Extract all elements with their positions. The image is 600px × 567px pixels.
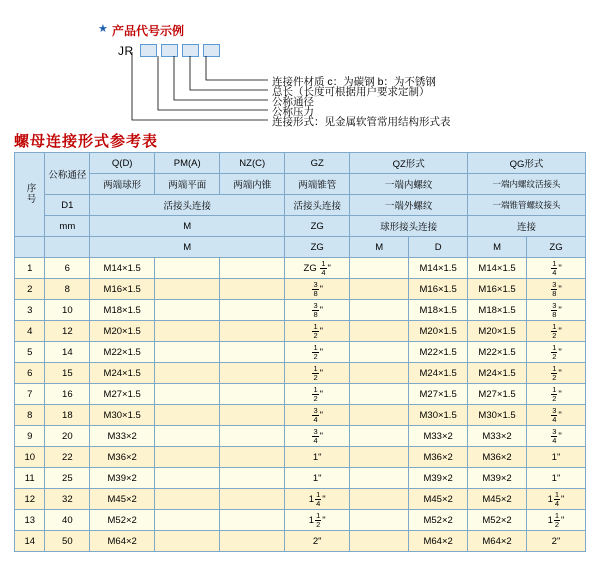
row-qg-m: M20×1.5 — [468, 321, 527, 342]
row-qg-zg: $\frac{1}{2}$ " — [527, 321, 586, 342]
header-col-pm-type: 两端平面 — [155, 174, 220, 195]
row-serial: 3 — [15, 300, 45, 321]
row-qg-m: M24×1.5 — [468, 363, 527, 384]
header-col-gz-code: GZ — [285, 153, 350, 174]
row-pm — [155, 510, 220, 531]
header-spacer-serial — [15, 237, 45, 258]
table-header-subthreads — [15, 237, 586, 258]
row-qz-m — [350, 384, 409, 405]
legend-item-length: 总长（长度可根据用户要求定制） — [272, 86, 430, 98]
header-join-gz: 活接头连接 — [285, 195, 350, 216]
row-pm — [155, 468, 220, 489]
row-pm — [155, 489, 220, 510]
row-q: M22×1.5 — [90, 342, 155, 363]
row-qz-d: M18×1.5 — [409, 300, 468, 321]
row-qz-m — [350, 531, 409, 552]
row-q: M14×1.5 — [90, 258, 155, 279]
row-qg-m: M27×1.5 — [468, 384, 527, 405]
header-thread-zg: ZG — [285, 216, 350, 237]
row-qg-zg: $\frac{1}{2}$ " — [527, 384, 586, 405]
row-pm — [155, 384, 220, 405]
row-nz — [220, 321, 285, 342]
row-nz — [220, 342, 285, 363]
row-qz-d: M14×1.5 — [409, 258, 468, 279]
row-gz: 1 $\frac{1}{4}$ " — [285, 489, 350, 510]
row-qg-m: M45×2 — [468, 489, 527, 510]
table-row — [15, 510, 586, 531]
row-qz-d: M24×1.5 — [409, 363, 468, 384]
header-serial: 序号 — [15, 153, 45, 237]
row-qg-m: M16×1.5 — [468, 279, 527, 300]
row-qz-m — [350, 258, 409, 279]
row-qz-d: M30×1.5 — [409, 405, 468, 426]
table-header-units — [15, 216, 586, 237]
row-qg-zg: $\frac{3}{8}$ " — [527, 300, 586, 321]
table-row — [15, 384, 586, 405]
product-code-prefix: JR — [118, 44, 134, 58]
row-q: M36×2 — [90, 447, 155, 468]
row-nz — [220, 300, 285, 321]
header-sub-qz-d: D — [409, 237, 468, 258]
row-dn: 32 — [45, 489, 90, 510]
table-row — [15, 342, 586, 363]
product-code-legend — [0, 0, 600, 128]
row-q: M52×2 — [90, 510, 155, 531]
header-col-qg-code: QG形式 — [468, 153, 586, 174]
row-qz-m — [350, 300, 409, 321]
row-serial: 12 — [15, 489, 45, 510]
row-pm — [155, 363, 220, 384]
table-row — [15, 468, 586, 489]
legend-title: 产品代号示例 — [112, 24, 185, 38]
row-pm — [155, 321, 220, 342]
row-qg-zg: $\frac{3}{4}$ " — [527, 426, 586, 447]
row-dn: 20 — [45, 426, 90, 447]
row-gz: 1 $\frac{1}{2}$ " — [285, 510, 350, 531]
row-serial: 8 — [15, 405, 45, 426]
row-q: M30×1.5 — [90, 405, 155, 426]
row-qg-zg: 1" — [527, 447, 586, 468]
table-row — [15, 363, 586, 384]
row-qg-zg: $\frac{3}{8}$ " — [527, 279, 586, 300]
row-qz-d: M36×2 — [409, 447, 468, 468]
row-serial: 1 — [15, 258, 45, 279]
row-serial: 4 — [15, 321, 45, 342]
row-dn: 16 — [45, 384, 90, 405]
row-qz-d: M27×1.5 — [409, 384, 468, 405]
header-sub-qg-zg: ZG — [527, 237, 586, 258]
row-nz — [220, 510, 285, 531]
row-serial: 10 — [15, 447, 45, 468]
row-serial: 14 — [15, 531, 45, 552]
row-qg-zg: 1 $\frac{1}{2}$ " — [527, 510, 586, 531]
row-q: M64×2 — [90, 531, 155, 552]
row-dn: 22 — [45, 447, 90, 468]
row-qg-m: M30×1.5 — [468, 405, 527, 426]
row-qz-m — [350, 510, 409, 531]
header-join-left: 活接头连接 — [90, 195, 285, 216]
table-header-join — [15, 195, 586, 216]
row-dn: 18 — [45, 405, 90, 426]
row-dn: 40 — [45, 510, 90, 531]
row-qz-m — [350, 279, 409, 300]
row-qg-m: M22×1.5 — [468, 342, 527, 363]
header-col-qz-type2: 一端外螺纹 — [350, 195, 468, 216]
header-sub-m-left: M — [90, 237, 285, 258]
row-dn: 14 — [45, 342, 90, 363]
row-qz-d: M33×2 — [409, 426, 468, 447]
row-nz — [220, 489, 285, 510]
row-dn: 15 — [45, 363, 90, 384]
header-dn-unit: mm — [45, 216, 90, 237]
row-qz-m — [350, 426, 409, 447]
row-dn: 6 — [45, 258, 90, 279]
header-thread-m: M — [90, 216, 285, 237]
row-gz: $\frac{1}{2}$ " — [285, 321, 350, 342]
legend-item-nominal-pressure: 公称压力 — [272, 106, 314, 118]
row-nz — [220, 258, 285, 279]
row-nz — [220, 405, 285, 426]
table-row — [15, 405, 586, 426]
header-col-qz-type: 一端内螺纹 — [350, 174, 468, 195]
header-join-qg: 连接 — [468, 216, 586, 237]
row-pm — [155, 531, 220, 552]
row-qz-m — [350, 489, 409, 510]
header-col-q-code: Q(D) — [90, 153, 155, 174]
row-nz — [220, 531, 285, 552]
row-pm — [155, 258, 220, 279]
row-gz: $\frac{1}{2}$ " — [285, 363, 350, 384]
table-row — [15, 321, 586, 342]
header-join-qz: 球形接头连接 — [350, 216, 468, 237]
table-title: 螺母连接形式参考表 — [14, 133, 159, 150]
row-q: M18×1.5 — [90, 300, 155, 321]
row-dn: 25 — [45, 468, 90, 489]
row-qg-zg: $\frac{3}{4}$ " — [527, 405, 586, 426]
row-q: M45×2 — [90, 489, 155, 510]
row-qz-m — [350, 468, 409, 489]
row-q: M24×1.5 — [90, 363, 155, 384]
row-nz — [220, 363, 285, 384]
row-q: M27×1.5 — [90, 384, 155, 405]
table-row — [15, 426, 586, 447]
row-serial: 9 — [15, 426, 45, 447]
header-dn-d1: D1 — [45, 195, 90, 216]
header-col-qg-type2: 一端锥管螺纹接头 — [468, 195, 586, 216]
row-gz: $\frac{3}{8}$ " — [285, 300, 350, 321]
row-qz-d: M22×1.5 — [409, 342, 468, 363]
row-qg-m: M39×2 — [468, 468, 527, 489]
header-sub-zg-gz: ZG — [285, 237, 350, 258]
row-nz — [220, 384, 285, 405]
star-icon: ★ — [98, 23, 108, 35]
row-serial: 11 — [15, 468, 45, 489]
row-gz: 1" — [285, 447, 350, 468]
table-header-codes — [15, 153, 586, 174]
row-qz-d: M52×2 — [409, 510, 468, 531]
row-qg-zg: 1" — [527, 468, 586, 489]
row-nz — [220, 279, 285, 300]
header-col-qg-type: 一端内螺纹活接头 — [468, 174, 586, 195]
row-qg-m: M52×2 — [468, 510, 527, 531]
header-col-nz-type: 两端内锥 — [220, 174, 285, 195]
legend-item-material: 连接件材质 c：为碳钢 b：为不锈钢 — [272, 76, 436, 88]
header-col-pm-code: PM(A) — [155, 153, 220, 174]
row-qg-zg: $\frac{1}{2}$ " — [527, 363, 586, 384]
header-col-qz-code: QZ形式 — [350, 153, 468, 174]
row-pm — [155, 342, 220, 363]
row-gz: ZG $\frac{1}{4}$ " — [285, 258, 350, 279]
header-col-nz-code: NZ(C) — [220, 153, 285, 174]
row-q: M39×2 — [90, 468, 155, 489]
row-serial: 5 — [15, 342, 45, 363]
row-q: M16×1.5 — [90, 279, 155, 300]
row-serial: 2 — [15, 279, 45, 300]
legend-item-nominal-diameter: 公称通径 — [272, 96, 314, 108]
row-qg-zg: 2" — [527, 531, 586, 552]
table-body — [15, 258, 586, 552]
row-nz — [220, 447, 285, 468]
row-qz-m — [350, 321, 409, 342]
header-col-q-type: 两端球形 — [90, 174, 155, 195]
row-qz-d: M20×1.5 — [409, 321, 468, 342]
row-qz-m — [350, 447, 409, 468]
row-qg-m: M33×2 — [468, 426, 527, 447]
row-dn: 8 — [45, 279, 90, 300]
row-pm — [155, 447, 220, 468]
table-row — [15, 489, 586, 510]
row-pm — [155, 405, 220, 426]
row-qz-d: M16×1.5 — [409, 279, 468, 300]
row-gz: $\frac{3}{8}$ " — [285, 279, 350, 300]
row-gz: $\frac{3}{4}$ " — [285, 426, 350, 447]
row-qg-zg: $\frac{1}{2}$ " — [527, 342, 586, 363]
row-qg-m: M14×1.5 — [468, 258, 527, 279]
row-qz-d: M39×2 — [409, 468, 468, 489]
row-pm — [155, 426, 220, 447]
row-qg-m: M64×2 — [468, 531, 527, 552]
row-dn: 12 — [45, 321, 90, 342]
legend-item-connection-form: 连接形式：见金属软管常用结构形式表 — [272, 116, 451, 128]
row-dn: 50 — [45, 531, 90, 552]
row-qz-d: M45×2 — [409, 489, 468, 510]
row-gz: $\frac{1}{2}$ " — [285, 384, 350, 405]
table-row — [15, 279, 586, 300]
table-row — [15, 300, 586, 321]
row-qz-m — [350, 342, 409, 363]
row-gz: $\frac{3}{4}$ " — [285, 405, 350, 426]
row-gz: 2" — [285, 531, 350, 552]
row-gz: $\frac{1}{2}$ " — [285, 342, 350, 363]
row-serial: 7 — [15, 384, 45, 405]
row-qz-m — [350, 405, 409, 426]
row-serial: 6 — [15, 363, 45, 384]
row-pm — [155, 279, 220, 300]
header-sub-qg-m: M — [468, 237, 527, 258]
row-serial: 13 — [15, 510, 45, 531]
table-row — [15, 531, 586, 552]
header-dn: 公称通径 — [45, 153, 90, 195]
row-qg-zg: $\frac{1}{4}$ " — [527, 258, 586, 279]
row-qz-m — [350, 363, 409, 384]
row-gz: 1" — [285, 468, 350, 489]
row-nz — [220, 468, 285, 489]
row-q: M20×1.5 — [90, 321, 155, 342]
table-header-types — [15, 174, 586, 195]
row-qz-d: M64×2 — [409, 531, 468, 552]
row-pm — [155, 300, 220, 321]
table-row — [15, 258, 586, 279]
header-col-gz-type: 两端锥管 — [285, 174, 350, 195]
row-qg-m: M18×1.5 — [468, 300, 527, 321]
nut-connection-table — [14, 152, 586, 552]
row-nz — [220, 426, 285, 447]
header-sub-qz-m: M — [350, 237, 409, 258]
row-qg-zg: 1 $\frac{1}{4}$ " — [527, 489, 586, 510]
row-dn: 10 — [45, 300, 90, 321]
table-row — [15, 447, 586, 468]
row-qg-m: M36×2 — [468, 447, 527, 468]
row-q: M33×2 — [90, 426, 155, 447]
header-spacer-dn — [45, 237, 90, 258]
